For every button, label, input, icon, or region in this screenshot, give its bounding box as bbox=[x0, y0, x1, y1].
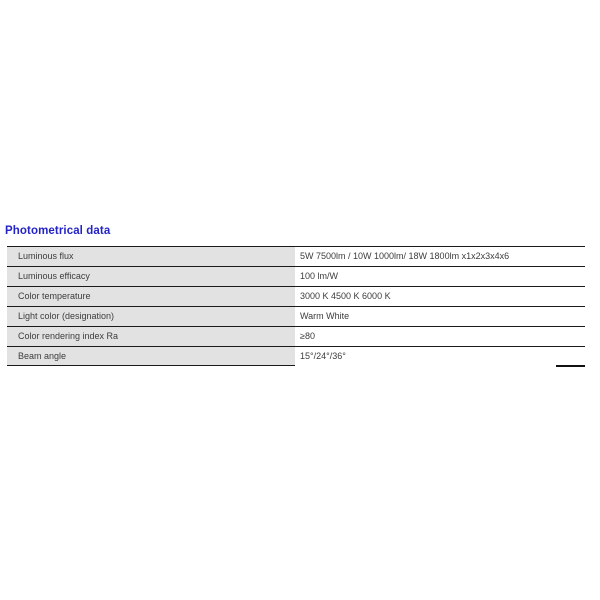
row-label-cell: Light color (designation) bbox=[7, 307, 295, 326]
table-row bbox=[7, 346, 585, 366]
row-value-cell: Warm White bbox=[295, 307, 585, 326]
row-label-cell: Beam angle bbox=[7, 347, 295, 366]
table-row bbox=[7, 266, 585, 286]
row-value-cell: 5W 7500lm / 10W 1000lm/ 18W 1800lm x1x2x3x4x6 bbox=[295, 247, 585, 266]
section-title: Photometrical data bbox=[5, 225, 111, 237]
table-row bbox=[7, 326, 585, 346]
table-row bbox=[7, 306, 585, 326]
row-value-cell: ≥80 bbox=[295, 327, 585, 346]
row-label-cell: Color rendering index Ra bbox=[7, 327, 295, 346]
table-row bbox=[7, 286, 585, 306]
row-value-cell: 15°/24°/36° bbox=[295, 347, 585, 366]
row-label-cell: Color temperature bbox=[7, 287, 295, 306]
row-value-cell: 3000 K 4500 K 6000 K bbox=[295, 287, 585, 306]
partial-border-dash bbox=[556, 365, 585, 367]
row-value-cell: 100 lm/W bbox=[295, 267, 585, 286]
table-row bbox=[7, 246, 585, 266]
row-label-cell: Luminous efficacy bbox=[7, 267, 295, 286]
photometric-spec-table bbox=[7, 246, 585, 366]
row-label-cell: Luminous flux bbox=[7, 247, 295, 266]
